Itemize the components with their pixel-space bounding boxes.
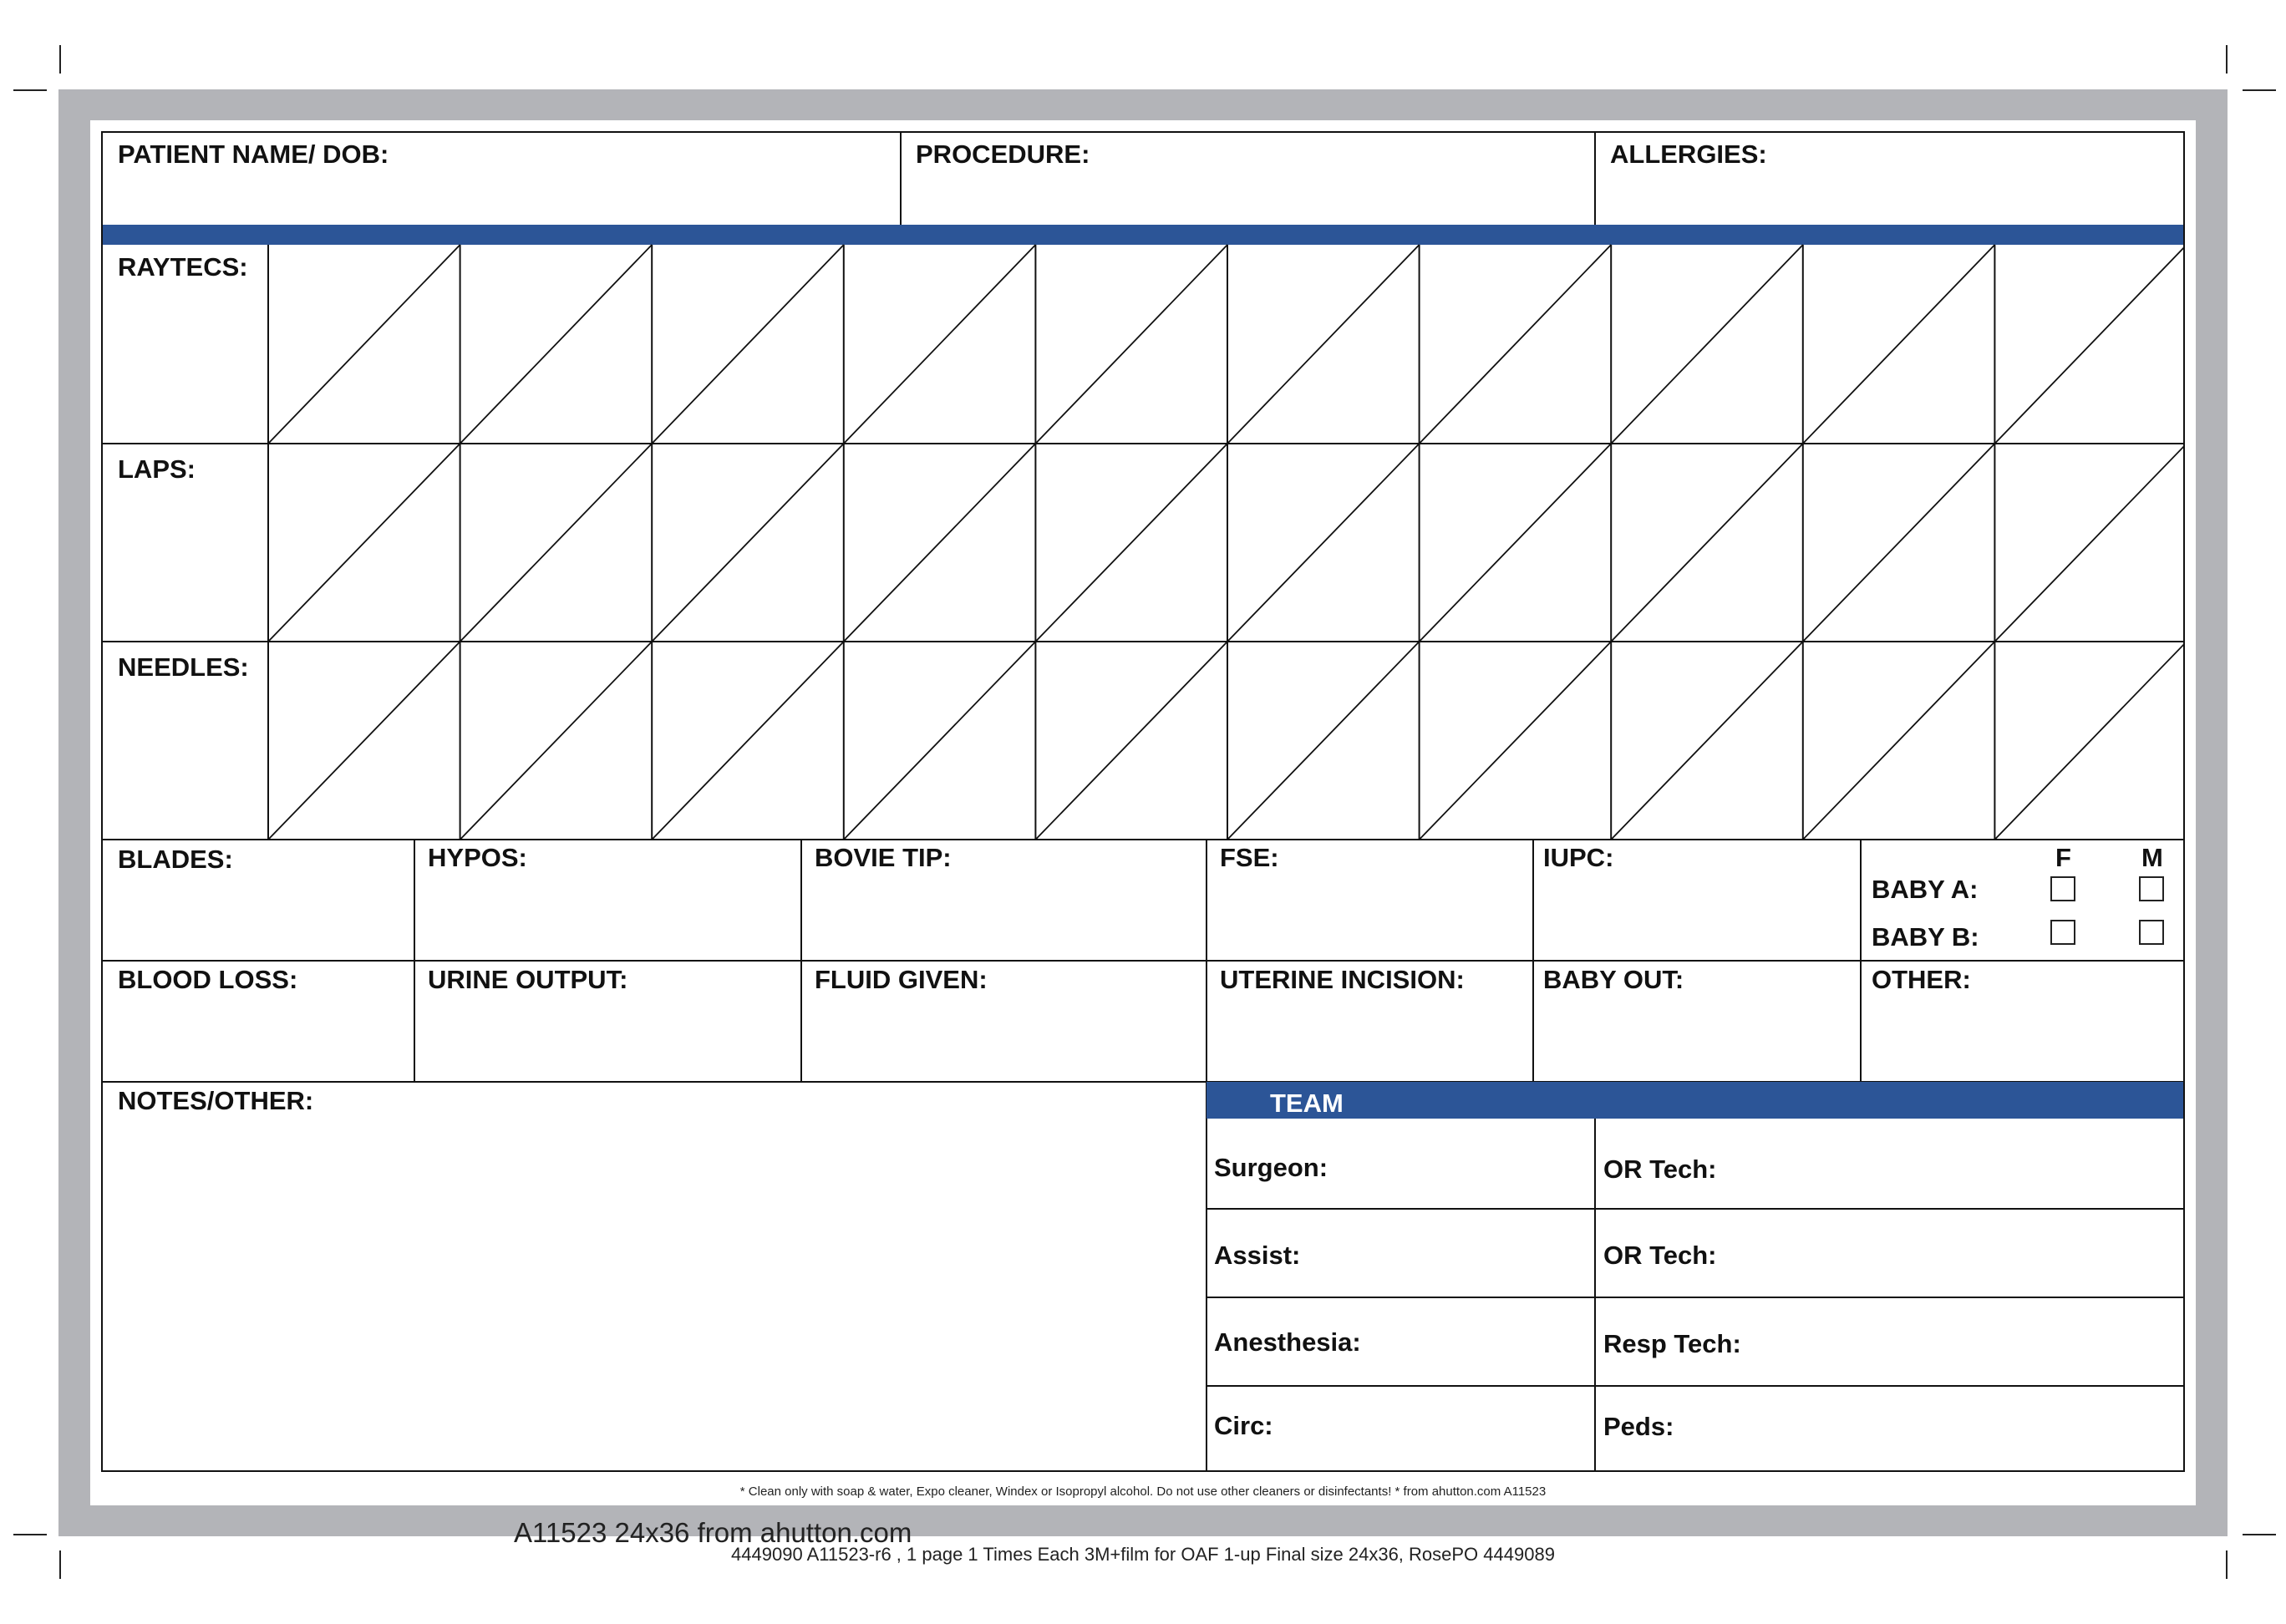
count-cell-diagonal <box>1227 444 1420 642</box>
other-label: OTHER: <box>1872 965 1971 994</box>
count-cell-diagonal <box>1227 245 1420 444</box>
count-cell-diagonal <box>1803 444 1995 642</box>
hypos-label: HYPOS: <box>428 843 527 872</box>
count-cell-diagonal <box>1227 642 1420 840</box>
count-cell-diagonal <box>1611 444 1803 642</box>
crop-mark <box>2226 45 2228 74</box>
crop-mark <box>2243 89 2276 91</box>
urine-output-label: URINE OUTPUT: <box>428 965 628 994</box>
team-header-bar <box>1206 1082 2185 1119</box>
baby-a-f-checkbox[interactable] <box>2050 876 2075 901</box>
count-cell-diagonal <box>1035 444 1227 642</box>
fluid-given-label: FLUID GIVEN: <box>815 965 988 994</box>
count-cell-diagonal <box>1420 642 1612 840</box>
blades-label: BLADES: <box>118 845 233 874</box>
anesthesia-label: Anesthesia: <box>1214 1327 1361 1357</box>
surgeon-label: Surgeon: <box>1214 1153 1328 1182</box>
surgical-count-form <box>101 131 2185 1472</box>
count-cell-diagonal <box>1994 642 2185 840</box>
count-cell-diagonal <box>1994 444 2185 642</box>
count-cell-diagonal <box>460 245 653 444</box>
printer-slug: 4449090 A11523-r6 , 1 page 1 Times Each 3M+film for OAF 1-up Final size 24x36, RosePO 4449089 <box>731 1544 1555 1565</box>
board-frame <box>58 89 2228 1548</box>
count-cell-diagonal <box>844 642 1036 840</box>
iupc-label: IUPC: <box>1543 843 1614 872</box>
notes-other-label: NOTES/OTHER: <box>118 1086 314 1115</box>
count-cell-diagonal <box>652 245 844 444</box>
count-cell-diagonal <box>460 444 653 642</box>
count-cell-diagonal <box>1803 245 1995 444</box>
crop-mark <box>59 45 61 74</box>
count-cell-diagonal <box>1803 642 1995 840</box>
whiteboard-sheet <box>90 120 2196 1548</box>
circ-label: Circ: <box>1214 1411 1273 1440</box>
count-cell-diagonal <box>1611 245 1803 444</box>
laps-label: LAPS: <box>118 454 196 484</box>
assist-label: Assist: <box>1214 1241 1301 1270</box>
count-cell-diagonal <box>268 444 460 642</box>
procedure-label: PROCEDURE: <box>916 140 1090 169</box>
baby-b-f-checkbox[interactable] <box>2050 920 2075 945</box>
header-accent-bar <box>103 225 2185 245</box>
blood-loss-label: BLOOD LOSS: <box>118 965 298 994</box>
team-header-title: TEAM <box>1270 1089 1344 1118</box>
needles-label: NEEDLES: <box>118 652 249 682</box>
count-cell-diagonal <box>1611 642 1803 840</box>
or-tech-label: OR Tech: <box>1603 1241 1717 1270</box>
count-cell-diagonal <box>1420 245 1612 444</box>
baby-out-label: BABY OUT: <box>1543 965 1684 994</box>
baby-b-m-checkbox[interactable] <box>2139 920 2164 945</box>
count-cell-diagonal <box>1994 245 2185 444</box>
crop-mark <box>13 89 47 91</box>
allergies-label: ALLERGIES: <box>1610 140 1767 169</box>
fse-label: FSE: <box>1220 843 1279 872</box>
count-cell-diagonal <box>844 245 1036 444</box>
count-cell-diagonal <box>268 245 460 444</box>
form-grid <box>103 133 2185 1472</box>
m-column-label: M <box>2141 843 2163 872</box>
uterine-incision-label: UTERINE INCISION: <box>1220 965 1465 994</box>
count-cell-diagonal <box>1035 245 1227 444</box>
count-cell-diagonal <box>1035 642 1227 840</box>
baby-b-label: BABY B: <box>1872 922 1979 952</box>
f-column-label: F <box>2055 843 2071 872</box>
baby-a-m-checkbox[interactable] <box>2139 876 2164 901</box>
crop-mark <box>2243 1534 2276 1535</box>
cleaning-disclaimer: * Clean only with soap & water, Expo cleaner, Windex or Isopropyl alcohol. Do not use other cleaners or disinfectants! * from ahutton.com A11523 <box>739 1484 1547 1499</box>
count-cell-diagonal <box>1420 444 1612 642</box>
baby-a-label: BABY A: <box>1872 875 1979 904</box>
count-cell-diagonal <box>844 444 1036 642</box>
or-tech-label: OR Tech: <box>1603 1155 1717 1184</box>
count-cell-diagonal <box>460 642 653 840</box>
crop-mark <box>13 1534 47 1535</box>
bovie-tip-label: BOVIE TIP: <box>815 843 952 872</box>
raytecs-label: RAYTECS: <box>118 252 248 282</box>
count-cell-diagonal <box>652 642 844 840</box>
count-cell-diagonal <box>268 642 460 840</box>
count-cell-diagonal <box>652 444 844 642</box>
resp-tech-label: Resp Tech: <box>1603 1329 1741 1358</box>
product-code: A11523 24x36 from ahutton.com <box>514 1517 912 1548</box>
peds-label: Peds: <box>1603 1412 1674 1441</box>
patient-name-dob-label: PATIENT NAME/ DOB: <box>118 140 389 169</box>
